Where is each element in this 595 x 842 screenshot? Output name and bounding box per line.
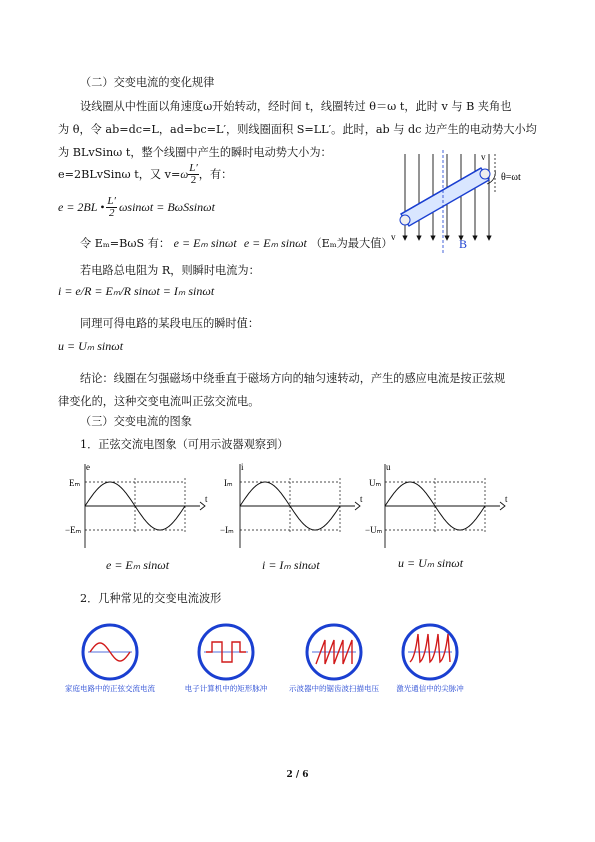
paragraph-line: 为 θ，令 ab=dc=L，ad=bc=L′，则线圈面积 S=LL′。此时，ab 与 dc 边产生的电动势大小均 [58,123,537,136]
section-heading-3: （三）交变电流的图象 [80,415,192,428]
sine-graph [365,462,508,548]
waveform-caption: 示波器中的锯齿波扫描电压 [289,684,379,693]
y-axis-label: u [386,462,391,472]
waveform-caption: 家庭电路中的正弦交流电流 [65,684,155,693]
waveform-caption: 电子计算机中的矩形脉冲 [184,684,268,693]
sine-graph [220,462,363,548]
max-label: Eₘ [69,478,81,488]
list-item-1: 1．正弦交流电图象（可用示波器观察到） [80,438,289,451]
paragraph-line [58,163,232,186]
omega-symbol: ω [180,168,189,181]
sine-graph [65,462,208,548]
list-item-2: 2．几种常见的交变电流波形 [80,592,222,605]
fraction: $\frac{L'}{2}$ [189,162,198,186]
paragraph-line: 设线圈从中性面以角速度ω开始转动，经时间 t，线圈转过 θ＝ω t，此时 v 与 B 夹角也 [80,100,512,113]
waveform-square [185,625,268,693]
coil-rotation-diagram [383,150,543,260]
emf-equation: e = 2BL • $\frac{L'}{2}$ ωsinωt = BωSsinωt [58,195,215,219]
page-number: 2 / 6 [286,770,309,780]
voltage-equation: u = Uₘ sinωt [58,339,124,353]
x-axis-label: t [360,494,363,504]
x-axis-label: t [505,494,508,504]
min-label: −Eₘ [65,525,82,535]
graph-caption-e: e = Eₘ sinωt [106,558,170,572]
current-intro: 若电路总电阻为 R，则瞬时电流为： [80,264,260,277]
paragraph-line: 为 BLvSinω t，整个线圈中产生的瞬时电动势大小为： [58,146,332,159]
waveform-sine [65,625,155,693]
min-label: −Iₘ [220,525,234,535]
coil [400,168,490,226]
waveform-spike [396,625,464,693]
waveform-examples [65,620,480,700]
waveform-caption: 激光通信中的尖脉冲 [396,684,464,693]
theta-label: θ=ωt [501,172,521,183]
min-label: −Uₘ [365,525,383,535]
em-definition-line: 令 Eₘ=BωS 有： e = Eₘ sinωt e = Eₘ sinωt （Eₘ为最大值） [80,236,393,250]
velocity-text: e=2BLvSinω t，又 v= [58,167,181,181]
voltage-intro: 同理可得电路的某段电压的瞬时值： [80,317,260,330]
y-axis-label: i [241,462,244,472]
graph-caption-u: u = Uₘ sinωt [398,556,464,570]
conclusion-line: 结论：线圈在匀强磁场中绕垂直于磁场方向的轴匀速转动，产生的感应电流是按正弦规 [80,372,506,385]
velocity-suffix: ，有： [198,167,233,181]
conclusion-line: 律变化的，这种交变电流叫正弦交流电。 [58,395,260,408]
velocity-label: v [481,152,486,162]
x-axis-label: t [205,494,208,504]
field-label: B [459,237,468,251]
max-label: Uₘ [369,478,382,488]
graph-caption-i: i = Iₘ sinωt [262,558,320,572]
y-axis-label: e [86,462,90,472]
max-label: Iₘ [224,478,233,488]
current-equation: i = e/R = Eₘ/R sinωt = Iₘ sinωt [58,284,215,298]
velocity-label: v [391,232,396,242]
section-heading-2: （二）交变电流的变化规律 [80,76,215,89]
waveform-sawtooth [289,625,379,693]
